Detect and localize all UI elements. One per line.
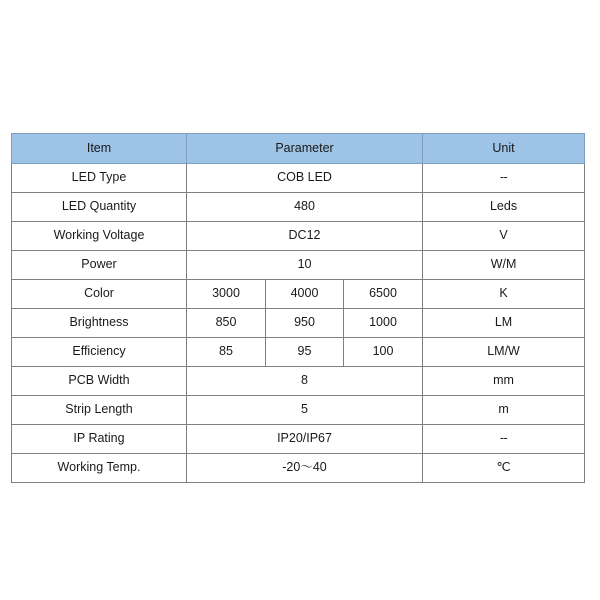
table-row — [12, 193, 585, 222]
cell-parameter-1: 3000 — [187, 280, 266, 309]
table-header-row — [12, 134, 585, 164]
cell-item: Working Voltage — [12, 222, 187, 251]
cell-unit: LM/W — [423, 338, 585, 367]
cell-parameter: 480 — [187, 193, 423, 222]
table-row — [12, 251, 585, 280]
cell-parameter-1: 85 — [187, 338, 266, 367]
cell-parameter: COB LED — [187, 164, 423, 193]
cell-parameter: DC12 — [187, 222, 423, 251]
table-row — [12, 222, 585, 251]
cell-item: Efficiency — [12, 338, 187, 367]
cell-parameter: 8 — [187, 367, 423, 396]
cell-parameter-3: 6500 — [344, 280, 423, 309]
cell-unit: m — [423, 396, 585, 425]
cell-unit: V — [423, 222, 585, 251]
cell-item: IP Rating — [12, 425, 187, 454]
table-row — [12, 280, 585, 309]
table-row — [12, 309, 585, 338]
cell-item: LED Type — [12, 164, 187, 193]
cell-parameter-2: 95 — [266, 338, 344, 367]
cell-unit: K — [423, 280, 585, 309]
cell-unit: ℃ — [423, 454, 585, 483]
cell-parameter: 10 — [187, 251, 423, 280]
column-header-unit: Unit — [423, 134, 585, 164]
cell-item: Brightness — [12, 309, 187, 338]
cell-item: Strip Length — [12, 396, 187, 425]
cell-item: LED Quantity — [12, 193, 187, 222]
table-row — [12, 425, 585, 454]
table-row — [12, 164, 585, 193]
table-row — [12, 338, 585, 367]
cell-unit: W/M — [423, 251, 585, 280]
cell-item: Color — [12, 280, 187, 309]
cell-parameter-2: 4000 — [266, 280, 344, 309]
cell-parameter: -20～40 — [187, 454, 423, 483]
table-header — [12, 134, 585, 164]
cell-parameter-3: 1000 — [344, 309, 423, 338]
table-row — [12, 396, 585, 425]
specification-table-container — [11, 133, 584, 483]
cell-parameter-3: 100 — [344, 338, 423, 367]
cell-item: Power — [12, 251, 187, 280]
table-row — [12, 454, 585, 483]
column-header-parameter: Parameter — [187, 134, 423, 164]
cell-parameter-1: 850 — [187, 309, 266, 338]
cell-parameter-2: 950 — [266, 309, 344, 338]
table-row — [12, 367, 585, 396]
cell-unit: Leds — [423, 193, 585, 222]
cell-unit: -- — [423, 425, 585, 454]
led-strip-specification-table — [11, 133, 585, 483]
cell-parameter: IP20/IP67 — [187, 425, 423, 454]
cell-item: PCB Width — [12, 367, 187, 396]
cell-item: Working Temp. — [12, 454, 187, 483]
cell-unit: LM — [423, 309, 585, 338]
cell-unit: -- — [423, 164, 585, 193]
cell-parameter: 5 — [187, 396, 423, 425]
table-body — [12, 164, 585, 483]
column-header-item: Item — [12, 134, 187, 164]
cell-unit: mm — [423, 367, 585, 396]
